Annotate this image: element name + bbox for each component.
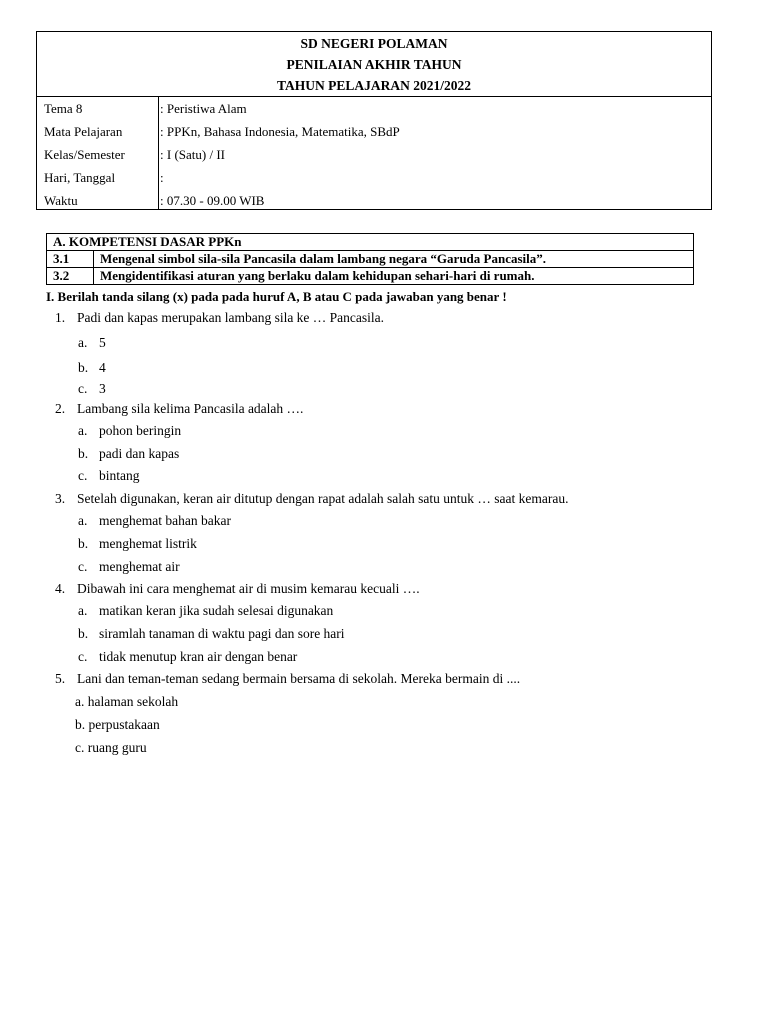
question-text: Padi dan kapas merupakan lambang sila ke … Pancasila. (77, 310, 385, 325)
option-4a[interactable] (78, 603, 333, 619)
info-label: Waktu (44, 193, 78, 208)
option-5a[interactable]: a. halaman sekolah (75, 694, 179, 709)
header-titles (37, 32, 711, 97)
option-letter: c. (78, 468, 88, 483)
question-number: 5. (55, 671, 66, 686)
question-number: 4. (55, 581, 66, 596)
competency-title: A. KOMPETENSI DASAR PPKn (47, 234, 694, 251)
option-letter: a. (78, 603, 88, 618)
question-text: Lambang sila kelima Pancasila adalah …. (77, 401, 304, 416)
info-value: : Peristiwa Alam (160, 101, 247, 116)
info-row-tema (37, 97, 711, 120)
option-text: tidak menutup kran air dengan benar (99, 649, 298, 664)
option-2b[interactable] (78, 446, 179, 462)
question-text: Lani dan teman-teman sedang bermain bersama di sekolah. Mereka bermain di .... (77, 671, 521, 686)
question-number: 2. (55, 401, 66, 416)
option-letter: b. (78, 360, 89, 375)
exam-name: PENILAIAN AKHIR TAHUN (286, 57, 462, 72)
option-5b[interactable]: b. perpustakaan (75, 717, 160, 732)
option-letter: a. (78, 513, 88, 528)
question-text: Dibawah ini cara menghemat air di musim kemarau kecuali …. (77, 581, 420, 596)
option-4b[interactable] (78, 626, 345, 642)
option-1a[interactable] (78, 335, 106, 351)
school-name: SD NEGERI POLAMAN (300, 36, 448, 51)
info-row-time (37, 189, 711, 212)
option-text: menghemat listrik (99, 536, 197, 551)
competency-text: Mengenal simbol sila-sila Pancasila dalam lambang negara “Garuda Pancasila”. (94, 251, 694, 268)
info-label: Tema 8 (44, 101, 83, 116)
option-letter: c. (78, 649, 88, 664)
option-text: pohon beringin (99, 423, 182, 438)
info-value: : 07.30 - 09.00 WIB (160, 193, 265, 208)
exam-header (36, 31, 712, 210)
option-2c[interactable] (78, 468, 140, 484)
option-letter: a. (78, 423, 88, 438)
question-5 (55, 671, 520, 687)
option-text: 3 (99, 381, 106, 396)
competency-text: Mengidentifikasi aturan yang berlaku dalam kehidupan sehari-hari di rumah. (94, 268, 694, 285)
option-1c[interactable] (78, 381, 106, 397)
option-text: 5 (99, 335, 106, 350)
option-letter: b. (78, 446, 89, 461)
instruction: I. Berilah tanda silang (x) pada pada huruf A, B atau C pada jawaban yang benar ! (46, 289, 507, 304)
info-label: Kelas/Semester (44, 147, 125, 162)
option-letter: a. (78, 335, 88, 350)
question-2 (55, 401, 303, 417)
option-3b[interactable] (78, 536, 197, 552)
option-letter: c. (78, 381, 88, 396)
option-letter: b. (78, 536, 89, 551)
info-row-subject (37, 120, 711, 143)
option-4c[interactable] (78, 649, 297, 665)
info-row-date (37, 166, 711, 189)
question-number: 1. (55, 310, 66, 325)
question-text: Setelah digunakan, keran air ditutup dengan rapat adalah salah satu untuk … saat kemarau. (77, 491, 569, 506)
option-2a[interactable] (78, 423, 181, 439)
option-text: matikan keran jika sudah selesai digunakan (99, 603, 334, 618)
competency-number: 3.2 (47, 268, 94, 285)
option-5c[interactable]: c. ruang guru (75, 740, 147, 755)
competency-row (47, 251, 694, 268)
info-label: Hari, Tanggal (44, 170, 116, 185)
competency-number: 3.1 (47, 251, 94, 268)
question-3 (55, 491, 568, 507)
school-year: TAHUN PELAJARAN 2021/2022 (276, 78, 471, 93)
option-text: 4 (99, 360, 106, 375)
option-text: menghemat air (99, 559, 180, 574)
option-text: siramlah tanaman di waktu pagi dan sore hari (99, 626, 345, 641)
info-label: Mata Pelajaran (44, 124, 123, 139)
option-1b[interactable] (78, 360, 106, 376)
question-1 (55, 310, 384, 326)
competency-title-row (47, 234, 694, 251)
info-value: : (160, 170, 164, 185)
option-text: menghemat bahan bakar (99, 513, 231, 528)
option-3c[interactable] (78, 559, 180, 575)
info-row-class (37, 143, 711, 166)
competency-row (47, 268, 694, 285)
question-number: 3. (55, 491, 66, 506)
option-text: padi dan kapas (99, 446, 180, 461)
info-value: : I (Satu) / II (160, 147, 225, 162)
option-3a[interactable] (78, 513, 231, 529)
competency-table (46, 233, 694, 285)
info-value: : PPKn, Bahasa Indonesia, Matematika, SBdP (160, 124, 400, 139)
question-4 (55, 581, 420, 597)
option-text: bintang (99, 468, 140, 483)
option-letter: c. (78, 559, 88, 574)
option-letter: b. (78, 626, 89, 641)
